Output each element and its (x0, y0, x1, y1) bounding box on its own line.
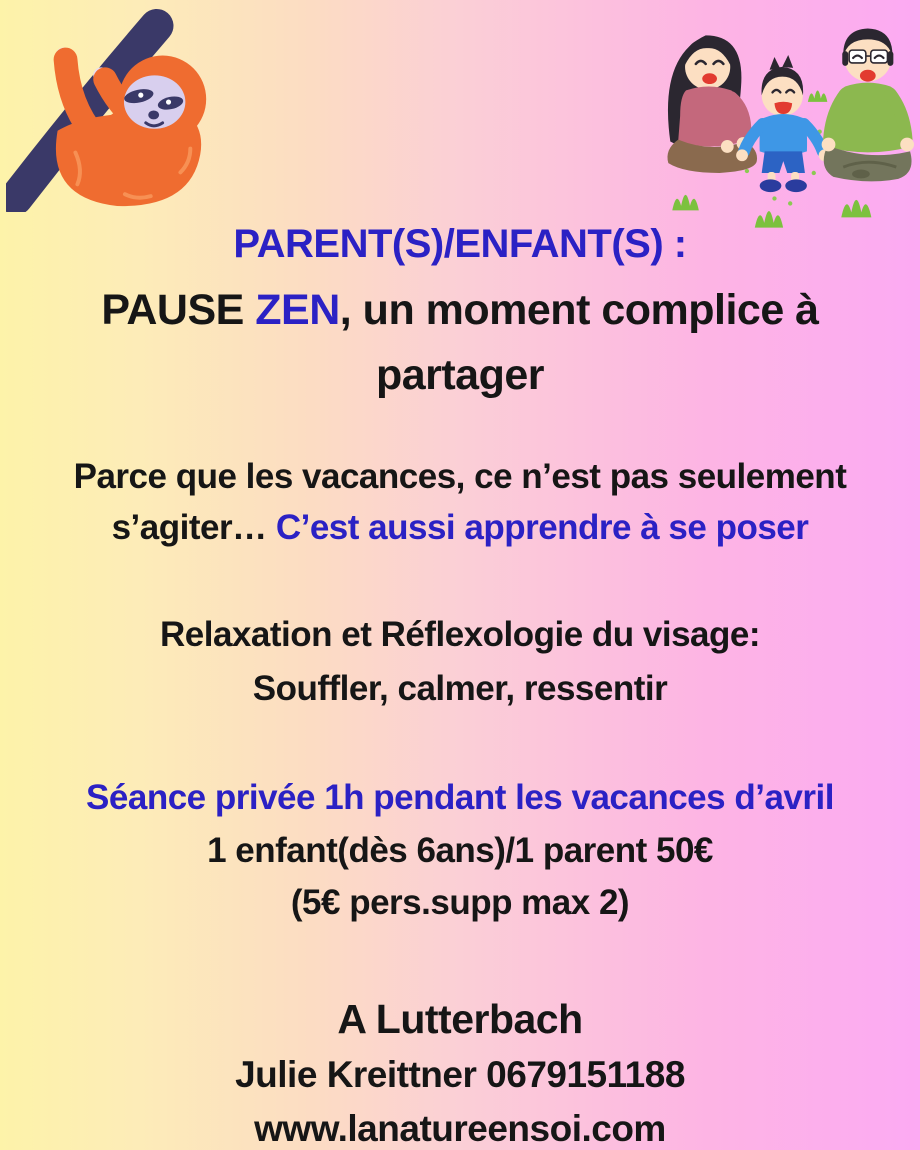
sloth-illustration (6, 4, 234, 212)
contact-name-phone: Julie Kreittner 0679151188 (235, 1054, 685, 1096)
intro-line-2-black: s’agiter… (111, 508, 276, 548)
intro-line-2 (0, 502, 920, 553)
family-illustration (625, 2, 920, 228)
intro-line-1: Parce que les vacances, ce n’est pas seulement (73, 457, 847, 496)
main-title-line-1 (0, 278, 920, 343)
title-pause-text: PAUSE (101, 286, 256, 334)
contact-block (0, 990, 920, 1150)
program-line-2: Souffler, calmer, ressentir (252, 669, 668, 709)
program-block (0, 608, 920, 717)
main-title (0, 278, 920, 407)
program-line-1: Relaxation et Réflexologie du visage: (160, 614, 760, 654)
title-audience-line: PARENT(S)/ENFANT(S) : (233, 222, 687, 266)
main-title-line-2: partager (375, 350, 545, 399)
title-rest-text: , un moment complice à (339, 286, 819, 334)
offer-supplement-line: (5€ pers.supp max 2) (290, 883, 630, 923)
intro-line-2-blue: C’est aussi apprendre à se poser (275, 508, 809, 548)
offer-block (0, 772, 920, 930)
intro-paragraph (0, 451, 920, 554)
flyer-text-content (0, 218, 920, 1150)
offer-price-line: 1 enfant(dès 6ans)/1 parent 50€ (207, 830, 713, 870)
offer-headline: Séance privée 1h pendant les vacances d’avril (86, 778, 834, 818)
contact-website: www.lanatureensoi.com (254, 1107, 666, 1149)
father-figure (822, 29, 914, 182)
contact-location: A Lutterbach (337, 995, 583, 1042)
title-zen-text: ZEN (255, 286, 340, 334)
